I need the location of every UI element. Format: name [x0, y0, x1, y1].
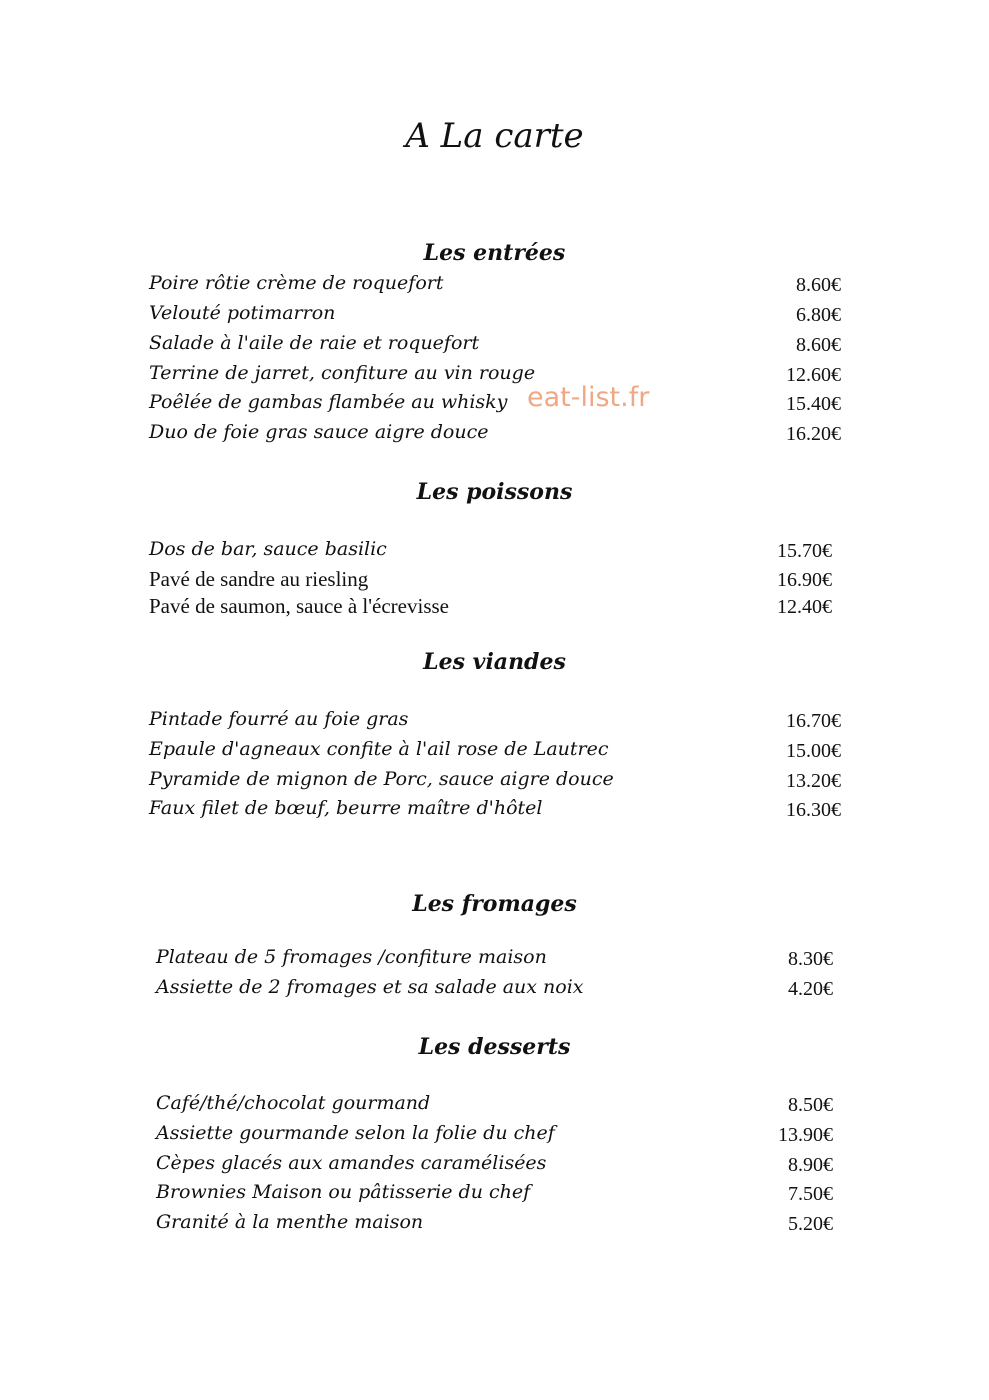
menu-item-name: Poire rôtie crème de roquefort [149, 272, 444, 294]
menu-item-price: 16.20€ [786, 423, 841, 445]
section-heading-viandes: Les viandes [423, 649, 566, 675]
menu-item-name: Poêlée de gambas flambée au whisky [149, 391, 508, 413]
menu-item-price: 16.30€ [786, 799, 841, 821]
menu-item-name: Plateau de 5 fromages /confiture maison [156, 946, 547, 968]
menu-item-price: 16.90€ [777, 569, 832, 591]
menu-item-price: 7.50€ [788, 1183, 833, 1205]
menu-item-name: Granité à la menthe maison [156, 1211, 424, 1233]
section-heading-desserts: Les desserts [418, 1034, 571, 1060]
menu-item-name: Pavé de saumon, sauce à l'écrevisse [149, 594, 449, 618]
menu-item-price: 8.30€ [788, 948, 833, 970]
menu-item-name: Assiette de 2 fromages et sa salade aux noix [156, 976, 584, 998]
watermark: eat-list.fr [527, 382, 650, 413]
menu-item-name: Epaule d'agneaux confite à l'ail rose de Lautrec [149, 738, 609, 760]
menu-item-name: Duo de foie gras sauce aigre douce [149, 421, 489, 443]
menu-item-price: 12.60€ [786, 364, 841, 386]
menu-item-price: 8.60€ [796, 274, 841, 296]
menu-item-name: Pintade fourré au foie gras [149, 708, 409, 730]
menu-item-price: 8.60€ [796, 334, 841, 356]
menu-item-name: Faux filet de bœuf, beurre maître d'hôtel [149, 797, 543, 819]
menu-item-price: 15.40€ [786, 393, 841, 415]
menu-item-name: Cèpes glacés aux amandes caramélisées [156, 1152, 547, 1174]
menu-title: A La carte [405, 116, 584, 156]
menu-item-name: Salade à l'aile de raie et roquefort [149, 332, 480, 354]
menu-item-price: 8.50€ [788, 1094, 833, 1116]
menu-item-name: Brownies Maison ou pâtisserie du chef [156, 1181, 531, 1203]
menu-item-price: 15.70€ [777, 540, 832, 562]
section-heading-poissons: Les poissons [416, 479, 573, 505]
menu-item-price: 4.20€ [788, 978, 833, 1000]
menu-item-name: Assiette gourmande selon la folie du chef [156, 1122, 555, 1144]
menu-item-price: 16.70€ [786, 710, 841, 732]
menu-item-name: Dos de bar, sauce basilic [149, 538, 387, 560]
menu-item-name: Velouté potimarron [149, 302, 336, 324]
menu-item-name: Pavé de sandre au riesling [149, 567, 369, 591]
menu-item-price: 6.80€ [796, 304, 841, 326]
menu-item-name: Café/thé/chocolat gourmand [156, 1092, 431, 1114]
menu-item-price: 13.20€ [786, 770, 841, 792]
menu-item-name: Pyramide de mignon de Porc, sauce aigre douce [149, 768, 614, 790]
menu-item-price: 5.20€ [788, 1213, 833, 1235]
section-heading-entrees: Les entrées [423, 240, 566, 266]
menu-item-price: 13.90€ [778, 1124, 833, 1146]
menu-item-name: Terrine de jarret, confiture au vin rouge [149, 362, 536, 384]
section-heading-fromages: Les fromages [412, 891, 577, 917]
menu-item-price: 8.90€ [788, 1154, 833, 1176]
menu-item-price: 12.40€ [777, 596, 832, 618]
menu-item-price: 15.00€ [786, 740, 841, 762]
